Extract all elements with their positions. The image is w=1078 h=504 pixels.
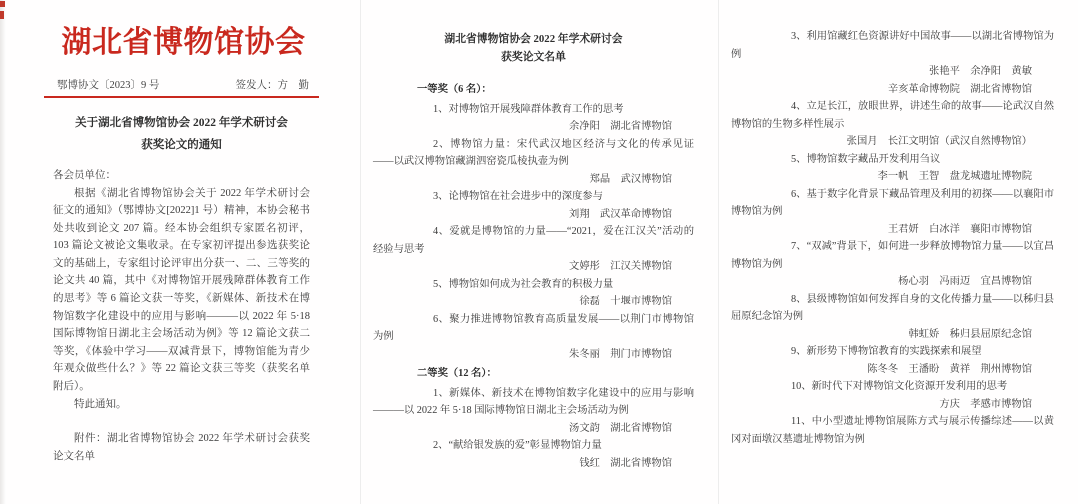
paper-title: 2、博物馆力量：宋代武汉地区经济与文化的传承见证——以武汉博物馆藏湖泗窑瓷瓜棱执壶为例	[373, 138, 694, 167]
red-divider	[44, 96, 319, 98]
paper-authors: 朱冬丽 荆门市博物馆	[569, 348, 672, 360]
paper-title: 5、博物馆数字藏品开发利用刍议	[791, 153, 941, 165]
paper-authors: 辛亥革命博物院 湖北省博物馆	[887, 83, 1032, 95]
notice-closing: 特此通知。	[74, 398, 127, 410]
paper-title: 6、聚力推进博物馆教育高质量发展——以荆门市博物馆为例	[373, 313, 694, 342]
notice-body: 根据《湖北省博物馆协会关于 2022 年学术研讨会征文的通知》（鄂博协文[2022]1 号）精神，本协会秘书处共收到论文 207 篇。经本协会组织专家匿名初评，103 篇论文被论文集收录。在专家初评提出参选获奖论文的基础上，专家组讨论评审出分获一、二、三等奖的论文共 40 篇，其中《对博物馆开展残障群体教育工作的思考》等 6 篇论文获一等奖，《新媒体、新技术在博物馆数字化建设中的应用与影响———以 2022 年 5·18 国际博物馆日湖北主会场活动为例》等 12 篇论文获二等奖，《体验中学习——双减背景下，博物馆能为青少年观众做些什么？》等 22 篇论文获三等奖（获奖名单附后）。	[53, 187, 310, 393]
paper-authors: 陈冬冬 王潘盼 黄祥 荆州博物馆	[867, 363, 1032, 375]
paper-authors: 杨心羽 冯雨迈 宜昌博物馆	[898, 276, 1032, 287]
attachment-note: 附件：湖北省博物馆协会 2022 年学术研讨会获奖论文名单	[53, 433, 310, 462]
paper-authors: 汤文韵 湖北省博物馆	[569, 422, 672, 434]
paper-authors: 李一帆 王智 盘龙城遗址博物院	[877, 171, 1032, 182]
paper-title: 4、爱就是博物馆的力量——“2021，爱在江汉关”活动的经验与思考	[373, 226, 694, 255]
scan-edge-artifact	[0, 11, 4, 19]
paper-authors: 王君妍 白冰洋 襄阳市博物馆	[887, 223, 1032, 235]
paper-title: 6、基于数字化背景下藏品管理及利用的初探——以襄阳市博物馆为例	[731, 188, 1054, 217]
award-list-title-line2: 获奖论文名单	[501, 51, 566, 63]
prize-tier-heading: 一等奖（6 名）：	[417, 84, 492, 95]
paper-authors: 郑晶 武汉博物馆	[589, 173, 672, 185]
paper-authors: 韩虹娇 秭归县屈原纪念馆	[908, 328, 1032, 340]
paper-title: 9、新形势下博物馆教育的实践探索和展望	[791, 346, 982, 357]
paper-title: 3、论博物馆在社会进步中的深度参与	[433, 191, 603, 202]
prize-tier-heading: 二等奖（12 名）：	[417, 368, 497, 379]
award-list-page-1	[360, 0, 718, 504]
award-list-title-line1: 湖北省博物馆协会 2022 年学术研讨会	[444, 33, 623, 45]
notice-page	[0, 0, 360, 504]
paper-title: 1、对博物馆开展残障群体教育工作的思考	[433, 103, 624, 115]
paper-authors: 张艳平 余净阳 黄敏	[929, 66, 1032, 77]
paper-title: 1、新媒体、新技术在博物馆数字化建设中的应用与影响———以 2022 年 5·18 国际博物馆日湖北主会场活动为例	[373, 387, 694, 416]
paper-title: 3、利用馆藏红色资源讲好中国故事——以湖北省博物馆为例	[731, 31, 1054, 60]
paper-title: 8、县级博物馆如何发挥自身的文化传播力量——以秭归县屈原纪念馆为例	[731, 293, 1054, 322]
paper-title: 2、“献给银发族的爱”彰显博物馆力量	[433, 440, 602, 451]
paper-title: 4、立足长江，放眼世界，讲述生命的故事——论武汉自然博物馆的生物多样性展示	[731, 101, 1054, 130]
paper-authors: 刘翔 武汉革命博物馆	[569, 208, 672, 220]
paper-authors: 余净阳 湖北省博物馆	[569, 121, 672, 132]
paper-authors: 方庆 孝感市博物馆	[939, 398, 1032, 410]
org-letterhead: 湖北省博物馆协会	[61, 26, 306, 59]
scan-edge-shadow	[0, 0, 6, 504]
notice-title-line1: 关于湖北省博物馆协会 2022 年学术研讨会	[75, 117, 288, 129]
issuer-label: 签发人：方 勤	[235, 80, 309, 91]
doc-number-row	[44, 78, 319, 98]
paper-title: 5、博物馆如何成为社会教育的积极力量	[433, 278, 614, 290]
scan-edge-artifact	[0, 1, 5, 7]
award-list-title	[373, 30, 694, 66]
notice-title	[53, 113, 310, 156]
paper-authors: 文婷彤 江汉关博物馆	[569, 261, 672, 272]
notice-title-line2: 获奖论文的通知	[141, 138, 222, 151]
salutation: 各会员单位：	[53, 170, 116, 181]
award-sections	[373, 81, 694, 472]
paper-authors: 徐磊 十堰市博物馆	[579, 296, 672, 307]
award-entries-continued	[731, 28, 1054, 448]
paper-title: 7、“双减”背景下，如何进一步释放博物馆力量——以宜昌博物馆为例	[731, 241, 1054, 270]
doc-number: 鄂博协文〔2023〕9 号	[57, 80, 160, 91]
paper-title: 11、中小型遗址博物馆展陈方式与展示传播综述——以黄冈对面墩汉墓遗址博物馆为例	[731, 416, 1054, 445]
paper-authors: 张国月 长江文明馆（武汉自然博物馆）	[846, 136, 1032, 147]
paper-title: 10、新时代下对博物馆文化资源开发利用的思考	[791, 381, 1008, 392]
award-list-page-2	[718, 0, 1078, 504]
paper-authors: 钱红 湖北省博物馆	[579, 457, 672, 469]
